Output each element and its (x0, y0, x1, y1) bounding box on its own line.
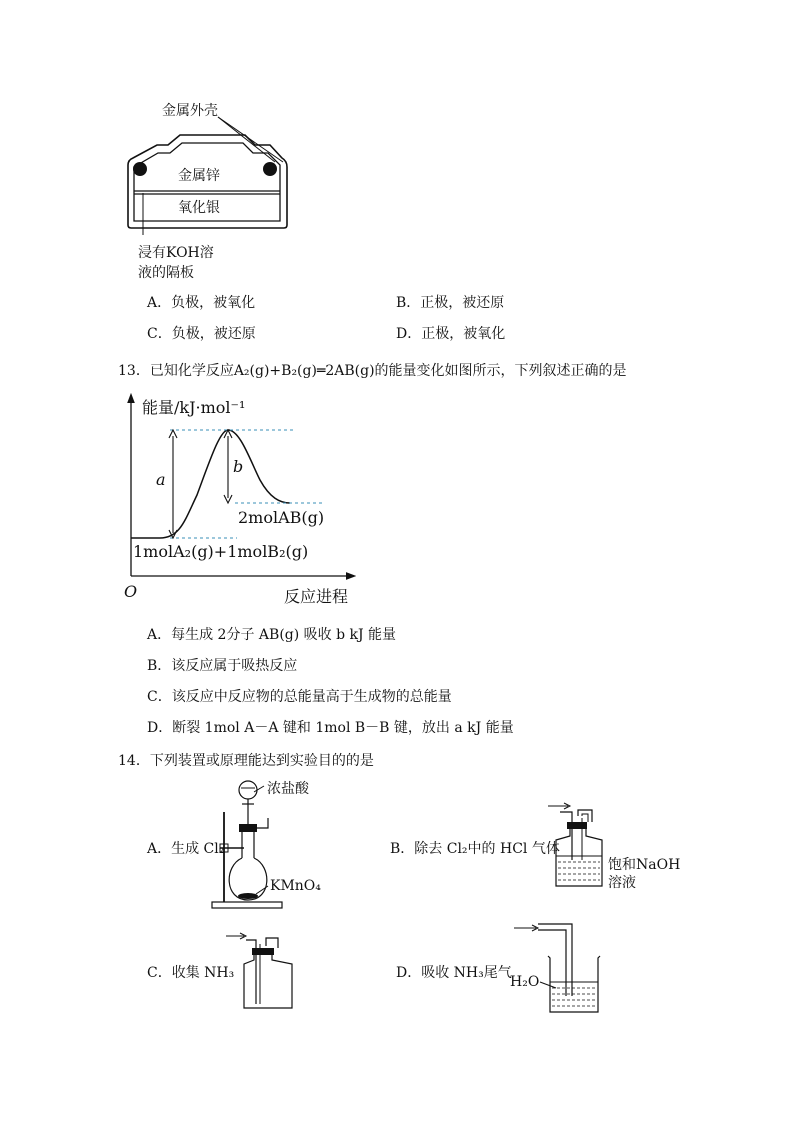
separator-label-line1: 浸有KOH溶 (138, 245, 214, 261)
water-label: H₂O (510, 974, 540, 990)
q13-option-a: A．每生成 2分子 AB(g) 吸收 b kJ 能量 (147, 627, 397, 643)
shell-label: 金属外壳 (162, 103, 218, 119)
q14-option-d-label: D．吸收 NH₃尾气 (396, 965, 512, 981)
acid-label: 浓盐酸 (267, 781, 309, 797)
q12-option-c: C．负极，被还原 (147, 326, 256, 342)
zinc-label: 金属锌 (178, 168, 220, 184)
gas-washing-bottle (540, 800, 610, 892)
a-label: a (156, 470, 166, 489)
gas-collection-bottle (222, 926, 302, 1012)
reactant-label: 1molA₂(g)+1molB₂(g) (133, 542, 309, 561)
left-seal-dot (133, 162, 147, 176)
naoh-label-line1: 饱和NaOH (608, 857, 681, 873)
origin-label: O (124, 582, 138, 601)
q12-option-b: B．正极，被还原 (396, 295, 505, 311)
q14-option-b-label: B．除去 Cl₂中的 HCl 气体 (390, 841, 560, 857)
q13-option-b: B．该反应属于吸热反应 (147, 658, 298, 674)
silver-oxide-label: 氧化银 (178, 200, 220, 216)
beaker-absorption (510, 918, 610, 1018)
b-label: b (233, 457, 244, 476)
q14-option-c-label: C．收集 NH₃ (147, 965, 235, 981)
permanganate-label: KMnO₄ (270, 878, 321, 894)
q12-option-d: D．正极，被氧化 (396, 326, 506, 342)
q13-option-c: C．该反应中反应物的总能量高于生成物的总能量 (147, 689, 452, 705)
right-seal-dot (263, 162, 277, 176)
energy-profile-graph (115, 390, 365, 605)
product-label: 2molAB(g) (238, 508, 325, 527)
separator-label-line2: 液的隔板 (138, 265, 194, 281)
q12-option-a: A．负极，被氧化 (147, 295, 256, 311)
y-axis-label: 能量/kJ·mol⁻¹ (142, 398, 246, 417)
naoh-label-line2: 溶液 (608, 875, 636, 891)
q14-stem: 14．下列装置或原理能达到实验目的的是 (118, 753, 374, 769)
q14-option-a-label: A．生成 Cl₂ (147, 841, 225, 857)
q13-stem: 13．已知化学反应A₂(g)+B₂(g)═2AB(g)的能量变化如图所示，下列叙述正确的是 (118, 363, 627, 379)
q13-option-d: D．断裂 1mol A－A 键和 1mol B－B 键，放出 a kJ 能量 (147, 720, 514, 736)
x-axis-label: 反应进程 (284, 587, 349, 606)
